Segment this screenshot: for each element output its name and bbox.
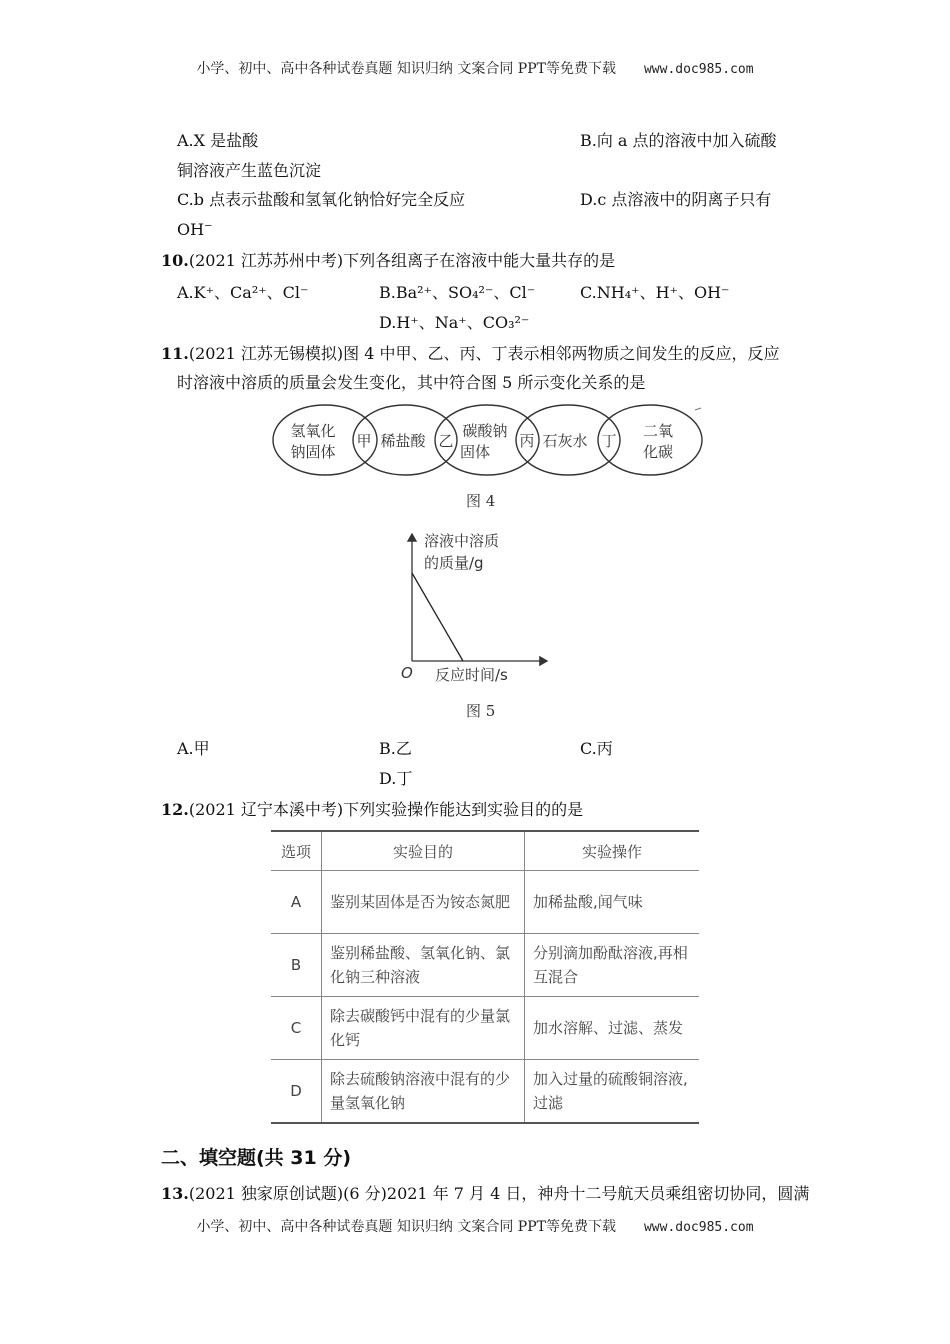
header-url: www.doc985.com <box>643 62 754 77</box>
fig4-label-c3a: 碳酸钠 <box>462 422 508 440</box>
fig4-label-c1b: 钠固体 <box>290 443 336 461</box>
row-operation: 加稀盐酸,闻气味 <box>525 871 700 934</box>
q9-option-b-line2: 铜溶液产生蓝色沉淀 <box>177 161 322 180</box>
row-operation: 加水溶解、过滤、蒸发 <box>525 997 700 1060</box>
row-purpose: 除去硫酸钠溶液中混有的少量氢氧化钠 <box>322 1060 525 1124</box>
figure-4-diagram <box>265 402 705 484</box>
fig4-label-c3b: 固体 <box>459 443 491 461</box>
q13-stem: 13.(2021 独家原创试题)(6 分)2021 年 7 月 4 日，神舟十二号航天员乘组密切协同，圆满 <box>161 1184 810 1203</box>
q9-option-b-line1: B.向 a 点的溶液中加入硫酸 <box>580 131 777 150</box>
fig4-reaction-jia: 甲 <box>356 432 372 450</box>
table-row <box>271 934 699 997</box>
q11-option-c: C.丙 <box>580 739 613 758</box>
q10-option-a: A.K⁺、Ca²⁺、Cl⁻ <box>177 283 309 302</box>
header-purpose: 实验目的 <box>322 831 525 871</box>
fig4-reaction-yi: 乙 <box>438 432 454 450</box>
q12-stem: 12.(2021 辽宁本溪中考)下列实验操作能达到实验目的的是 <box>161 800 584 819</box>
header-option: 选项 <box>271 831 322 871</box>
q9-option-c: C.b 点表示盐酸和氢氧化钠恰好完全反应 <box>177 190 466 209</box>
q11-option-d: D.丁 <box>379 769 413 788</box>
table-row <box>271 871 699 934</box>
fig4-reaction-bing: 丙 <box>519 432 535 450</box>
q9-option-a: A.X 是盐酸 <box>177 131 259 150</box>
fig4-label-c1a: 氢氧化 <box>290 422 336 440</box>
figure-4-caption: 图 4 <box>466 492 496 510</box>
header-text: 小学、初中、高中各种试卷真题 知识归纳 文案合同 PPT等免费下载 <box>196 61 616 77</box>
header-operation: 实验操作 <box>525 831 700 871</box>
row-purpose: 除去碳酸钙中混有的少量氯化钙 <box>322 997 525 1060</box>
footer-url: www.doc985.com <box>643 1220 754 1235</box>
footer-text: 小学、初中、高中各种试卷真题 知识归纳 文案合同 PPT等免费下载 <box>196 1219 616 1235</box>
row-operation: 加入过量的硫酸铜溶液,过滤 <box>525 1060 700 1124</box>
fig4-label-c4: 石灰水 <box>542 432 588 450</box>
table-row <box>271 997 699 1060</box>
fig4-reaction-ding: 丁 <box>601 432 617 450</box>
y-axis-label-line2: 的质量/g <box>424 554 484 572</box>
row-option: B <box>271 934 322 997</box>
row-purpose: 鉴别某固体是否为铵态氮肥 <box>322 871 525 934</box>
fig4-label-c5a: 二氧 <box>642 422 674 440</box>
q10-stem: 10.(2021 江苏苏州中考)下列各组离子在溶液中能大量共存的是 <box>161 251 616 270</box>
page-header <box>0 58 950 78</box>
series-line-solute-mass <box>412 573 463 661</box>
q11-stem-line1: 11.(2021 江苏无锡模拟)图 4 中甲、乙、丙、丁表示相邻两物质之间发生的反应，反应 <box>161 344 780 363</box>
y-axis-label-line1: 溶液中溶质 <box>424 532 500 550</box>
q9-option-d-line1: D.c 点溶液中的阴离子只有 <box>580 190 772 209</box>
x-axis-label: 反应时间/s <box>435 666 508 684</box>
row-purpose: 鉴别稀盐酸、氢氧化钠、氯化钠三种溶液 <box>322 934 525 997</box>
fig4-label-c5b: 化碳 <box>642 443 674 461</box>
q11-option-a: A.甲 <box>177 739 210 758</box>
q10-option-d: D.H⁺、Na⁺、CO₃²⁻ <box>379 313 530 332</box>
row-option: D <box>271 1060 322 1124</box>
row-option: C <box>271 997 322 1060</box>
q10-option-b: B.Ba²⁺、SO₄²⁻、Cl⁻ <box>379 283 536 302</box>
table-header-row <box>271 831 699 871</box>
origin-label: O <box>401 664 413 682</box>
experiment-table <box>271 830 699 1124</box>
q10-option-c: C.NH₄⁺、H⁺、OH⁻ <box>580 283 730 302</box>
page-footer <box>0 1216 950 1236</box>
fig4-label-c2: 稀盐酸 <box>380 432 426 450</box>
figure-5-chart <box>395 528 555 684</box>
section-2-title: 二、填空题(共 31 分) <box>161 1147 352 1169</box>
figure-5-caption: 图 5 <box>466 702 496 720</box>
q11-option-b: B.乙 <box>379 739 412 758</box>
row-operation: 分别滴加酚酞溶液,再相互混合 <box>525 934 700 997</box>
row-option: A <box>271 871 322 934</box>
table-row <box>271 1060 699 1124</box>
q11-stem-line2: 时溶液中溶质的质量会发生变化，其中符合图 5 所示变化关系的是 <box>177 373 646 392</box>
q9-option-d-line2: OH− <box>177 220 213 239</box>
